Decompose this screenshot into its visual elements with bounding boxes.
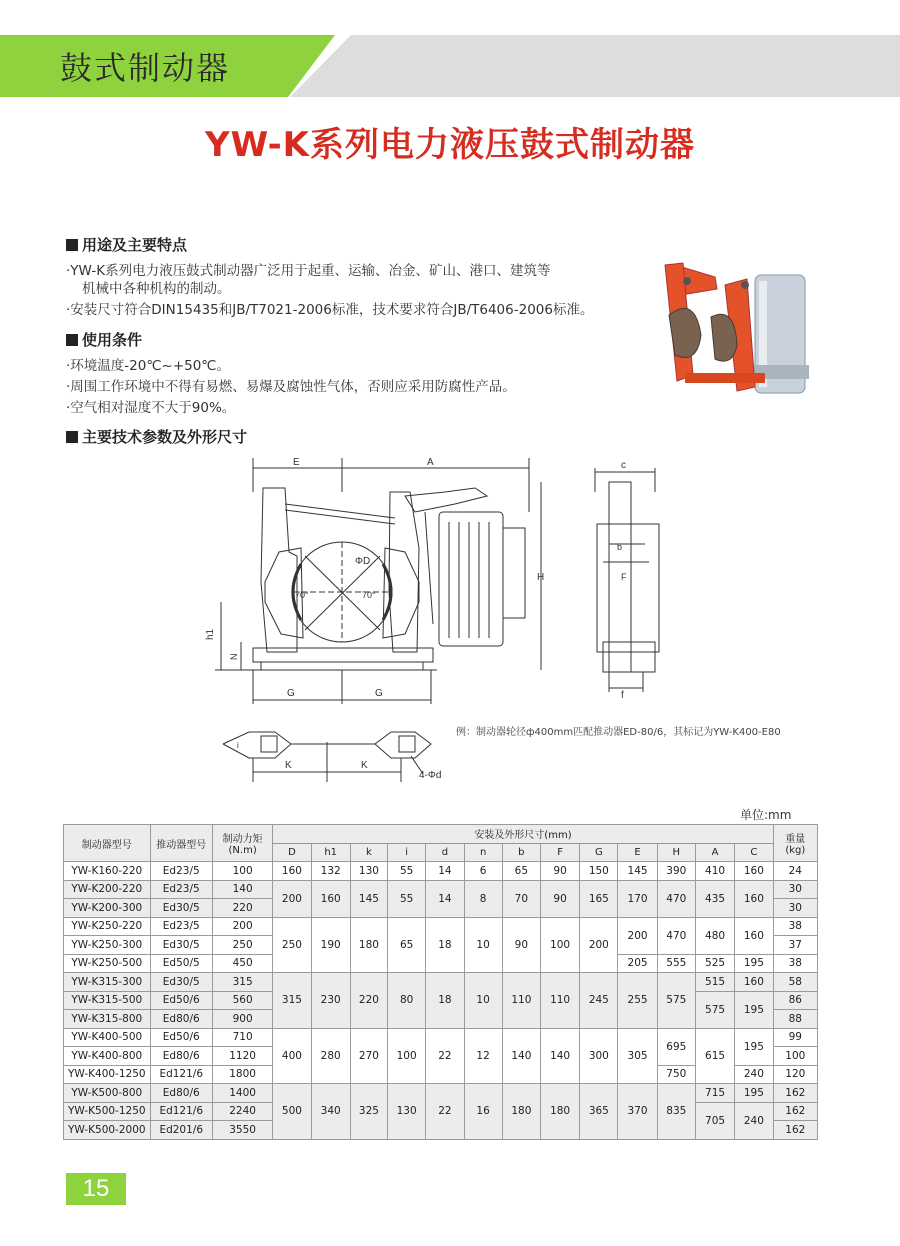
- cell-dim: 180: [540, 1084, 579, 1140]
- cell-weight: 38: [773, 954, 817, 973]
- cell-pusher: Ed80/6: [150, 1010, 212, 1029]
- cell-pusher: Ed121/6: [150, 1102, 212, 1121]
- cell-model: YW-K250-220: [64, 917, 151, 936]
- page-title: YW-K系列电力液压鼓式制动器: [204, 125, 696, 165]
- table-row: [64, 917, 818, 936]
- cell-dim: 240: [735, 1065, 773, 1084]
- cell-dim: 615: [695, 1028, 734, 1084]
- cell-dim: 470: [657, 880, 695, 917]
- cell-model: YW-K250-300: [64, 936, 151, 955]
- cell-torque: 250: [212, 936, 272, 955]
- cell-dim: 195: [735, 1028, 773, 1065]
- cell-weight: 99: [773, 1028, 817, 1047]
- dim-col-header: d: [426, 843, 464, 862]
- cell-weight: 86: [773, 991, 817, 1010]
- cell-model: YW-K500-1250: [64, 1102, 151, 1121]
- cell-dim: 22: [426, 1028, 464, 1084]
- cell-dim: 12: [464, 1028, 502, 1084]
- dim-i-label: i: [237, 741, 239, 750]
- condition-line-3: ·空气相对湿度不大于90%。: [66, 400, 236, 416]
- cell-dim: 715: [695, 1084, 734, 1103]
- unit-label: 单位:mm: [740, 808, 792, 822]
- table-row: [64, 862, 818, 881]
- dim-A-label: A: [427, 457, 434, 468]
- cell-model: YW-K400-500: [64, 1028, 151, 1047]
- weight-label: 重量: [785, 834, 806, 845]
- cell-dim: 400: [273, 1028, 311, 1084]
- cell-dim: 140: [540, 1028, 579, 1084]
- cell-dim: 160: [735, 917, 773, 954]
- table-row: [64, 973, 818, 992]
- torque-unit: (N.m): [228, 845, 257, 856]
- cell-dim: 130: [388, 1084, 426, 1140]
- angle-right-label: 70°: [362, 590, 376, 600]
- cell-dim: 325: [350, 1084, 387, 1140]
- table-row: [64, 1084, 818, 1103]
- cell-dim: 165: [580, 880, 618, 917]
- cell-dim: 140: [502, 1028, 540, 1084]
- cell-weight: 58: [773, 973, 817, 992]
- cell-dim: 80: [388, 973, 426, 1029]
- cell-dim: 705: [695, 1102, 734, 1139]
- cell-dim: 435: [695, 880, 734, 917]
- cell-pusher: Ed121/6: [150, 1065, 212, 1084]
- cell-pusher: Ed50/5: [150, 954, 212, 973]
- cell-model: YW-K500-2000: [64, 1121, 151, 1140]
- cell-dim: 410: [695, 862, 734, 881]
- cell-weight: 24: [773, 862, 817, 881]
- cell-pusher: Ed23/5: [150, 917, 212, 936]
- section-title: 鼓式制动器: [60, 49, 231, 87]
- cell-dim: 200: [618, 917, 657, 954]
- cell-dim: 100: [540, 917, 579, 973]
- cell-dim: 145: [618, 862, 657, 881]
- cell-pusher: Ed23/5: [150, 880, 212, 899]
- cell-torque: 900: [212, 1010, 272, 1029]
- col-pusher-header: 推动器型号: [150, 825, 212, 862]
- cell-dim: 195: [735, 954, 773, 973]
- cell-model: YW-K250-500: [64, 954, 151, 973]
- cell-weight: 162: [773, 1102, 817, 1121]
- dim-col-header: k: [350, 843, 387, 862]
- cell-torque: 3550: [212, 1121, 272, 1140]
- cell-dim: 90: [540, 880, 579, 917]
- cell-dim: 240: [735, 1102, 773, 1139]
- dim-col-header: i: [388, 843, 426, 862]
- features-heading: 用途及主要特点: [66, 234, 187, 255]
- cell-dim: 230: [311, 973, 350, 1029]
- cell-pusher: Ed80/6: [150, 1084, 212, 1103]
- cell-torque: 450: [212, 954, 272, 973]
- cell-dim: 160: [735, 973, 773, 992]
- torque-label: 制动力矩: [222, 834, 263, 845]
- cell-dim: 150: [580, 862, 618, 881]
- cell-dim: 750: [657, 1065, 695, 1084]
- cell-dim: 190: [311, 917, 350, 973]
- cell-dim: 18: [426, 973, 464, 1029]
- cell-dim: 480: [695, 917, 734, 954]
- dim-col-header: H: [657, 843, 695, 862]
- cell-dim: 65: [388, 917, 426, 973]
- cell-torque: 100: [212, 862, 272, 881]
- cell-dim: 160: [311, 880, 350, 917]
- conditions-heading: 使用条件: [66, 329, 142, 350]
- angle-left-label: 70°: [295, 590, 309, 600]
- dim-col-header: C: [735, 843, 773, 862]
- cell-dim: 160: [735, 880, 773, 917]
- cell-dim: 90: [502, 917, 540, 973]
- cell-dim: 90: [540, 862, 579, 881]
- cell-dim: 180: [502, 1084, 540, 1140]
- cell-pusher: Ed50/6: [150, 1028, 212, 1047]
- page-number: 15: [66, 1173, 126, 1205]
- cell-dim: 170: [618, 880, 657, 917]
- cell-dim: 55: [388, 862, 426, 881]
- cell-pusher: Ed30/5: [150, 899, 212, 918]
- cell-dim: 18: [426, 917, 464, 973]
- technical-drawing: [205, 452, 665, 792]
- cell-dim: 250: [273, 917, 311, 973]
- cell-dim: 10: [464, 973, 502, 1029]
- col-weight-header: [773, 825, 817, 862]
- cell-torque: 1120: [212, 1047, 272, 1066]
- cell-dim: 6: [464, 862, 502, 881]
- cell-model: YW-K315-800: [64, 1010, 151, 1029]
- cell-dim: 365: [580, 1084, 618, 1140]
- cell-torque: 200: [212, 917, 272, 936]
- cell-dim: 575: [657, 973, 695, 1029]
- cell-torque: 1800: [212, 1065, 272, 1084]
- col-torque-header: [212, 825, 272, 862]
- dim-col-header: G: [580, 843, 618, 862]
- feature-line-2: 机械中各种机构的制动。: [82, 281, 231, 297]
- cell-weight: 120: [773, 1065, 817, 1084]
- cell-dim: 500: [273, 1084, 311, 1140]
- cell-model: YW-K400-1250: [64, 1065, 151, 1084]
- dim-E-label: E: [293, 457, 300, 468]
- cell-dim: 390: [657, 862, 695, 881]
- cell-model: YW-K160-220: [64, 862, 151, 881]
- table-row: [64, 880, 818, 899]
- cell-dim: 65: [502, 862, 540, 881]
- dim-C-label: c: [621, 460, 626, 471]
- cell-dim: 315: [273, 973, 311, 1029]
- cell-dim: 16: [464, 1084, 502, 1140]
- cell-dim: 370: [618, 1084, 657, 1140]
- dim-K-right-label: K: [361, 760, 368, 771]
- example-note: 例：制动器轮径ф400mm匹配推动器ED-80/6，其标记为YW-K400-E80: [456, 727, 781, 738]
- cell-model: YW-K500-800: [64, 1084, 151, 1103]
- dim-K-left-label: K: [285, 760, 292, 771]
- spec-table: [63, 824, 818, 1140]
- cell-torque: 220: [212, 899, 272, 918]
- cell-weight: 30: [773, 899, 817, 918]
- dim-G-left-label: G: [287, 688, 295, 699]
- feature-line-3: ·安装尺寸符合DIN15435和JB/T7021-2006标准，技术要求符合JB/T6406-2006标准。: [66, 302, 594, 318]
- cell-pusher: Ed30/5: [150, 936, 212, 955]
- cell-pusher: Ed80/6: [150, 1047, 212, 1066]
- cell-dim: 10: [464, 917, 502, 973]
- cell-dim: 555: [657, 954, 695, 973]
- cell-torque: 2240: [212, 1102, 272, 1121]
- cell-dim: 70: [502, 880, 540, 917]
- cell-torque: 1400: [212, 1084, 272, 1103]
- cell-dim: 280: [311, 1028, 350, 1084]
- product-photo: [655, 255, 815, 415]
- cell-weight: 162: [773, 1084, 817, 1103]
- dim-col-header: A: [695, 843, 734, 862]
- cell-dim: 100: [388, 1028, 426, 1084]
- cell-dim: 200: [580, 917, 618, 973]
- cell-weight: 38: [773, 917, 817, 936]
- cell-dim: 205: [618, 954, 657, 973]
- cell-dim: 145: [350, 880, 387, 917]
- dim-D-label: ΦD: [355, 556, 371, 567]
- cell-dim: 270: [350, 1028, 387, 1084]
- dim-h1-label: h1: [205, 628, 216, 640]
- cell-model: YW-K315-300: [64, 973, 151, 992]
- cell-pusher: Ed30/5: [150, 973, 212, 992]
- condition-line-1: ·环境温度-20℃~+50℃。: [66, 358, 230, 374]
- cell-dim: 14: [426, 880, 464, 917]
- cell-torque: 560: [212, 991, 272, 1010]
- cell-dim: 130: [350, 862, 387, 881]
- cell-dim: 220: [350, 973, 387, 1029]
- cell-dim: 110: [502, 973, 540, 1029]
- condition-line-2: ·周围工作环境中不得有易燃、易爆及腐蚀性气体，否则应采用防腐性产品。: [66, 379, 516, 395]
- dim-H-label: H: [537, 572, 545, 583]
- cell-dim: 14: [426, 862, 464, 881]
- dim-col-header: F: [540, 843, 579, 862]
- header-band: [0, 35, 900, 97]
- cell-model: YW-K200-300: [64, 899, 151, 918]
- cell-pusher: Ed23/5: [150, 862, 212, 881]
- cell-torque: 710: [212, 1028, 272, 1047]
- cell-dim: 200: [273, 880, 311, 917]
- dim-col-header: h1: [311, 843, 350, 862]
- dim-F-label: F: [621, 572, 627, 582]
- cell-dim: 305: [618, 1028, 657, 1084]
- dim-col-header: D: [273, 843, 311, 862]
- cell-dim: 835: [657, 1084, 695, 1140]
- cell-model: YW-K200-220: [64, 880, 151, 899]
- cell-dim: 195: [735, 991, 773, 1028]
- cell-weight: 162: [773, 1121, 817, 1140]
- feature-line-1: ·YW-K系列电力液压鼓式制动器广泛用于起重、运输、冶金、矿山、港口、建筑等: [66, 263, 551, 279]
- dim-N-label: N: [229, 653, 239, 660]
- cell-pusher: Ed201/6: [150, 1121, 212, 1140]
- table-row: [64, 1028, 818, 1047]
- cell-weight: 37: [773, 936, 817, 955]
- cell-dim: 22: [426, 1084, 464, 1140]
- cell-dim: 695: [657, 1028, 695, 1065]
- cell-dim: 160: [735, 862, 773, 881]
- col-model-header: 制动器型号: [64, 825, 151, 862]
- weight-unit: (kg): [785, 845, 806, 856]
- params-heading: 主要技术参数及外形尺寸: [66, 426, 247, 447]
- cell-dim: 180: [350, 917, 387, 973]
- cell-dim: 340: [311, 1084, 350, 1140]
- dim-f-label: f: [621, 690, 624, 701]
- cell-torque: 140: [212, 880, 272, 899]
- cell-torque: 315: [212, 973, 272, 992]
- cell-dim: 255: [618, 973, 657, 1029]
- cell-dim: 245: [580, 973, 618, 1029]
- cell-dim: 470: [657, 917, 695, 954]
- cell-model: YW-K400-800: [64, 1047, 151, 1066]
- cell-weight: 88: [773, 1010, 817, 1029]
- hole-label: 4-Φd: [419, 770, 442, 781]
- cell-dim: 55: [388, 880, 426, 917]
- cell-dim: 132: [311, 862, 350, 881]
- dim-b-label: b: [617, 542, 623, 552]
- cell-dim: 515: [695, 973, 734, 992]
- cell-dim: 8: [464, 880, 502, 917]
- cell-dim: 525: [695, 954, 734, 973]
- cell-dim: 110: [540, 973, 579, 1029]
- dim-G-right-label: G: [375, 688, 383, 699]
- cell-dim: 160: [273, 862, 311, 881]
- cell-model: YW-K315-500: [64, 991, 151, 1010]
- cell-pusher: Ed50/6: [150, 991, 212, 1010]
- cell-dim: 195: [735, 1084, 773, 1103]
- dim-col-header: E: [618, 843, 657, 862]
- cell-dim: 300: [580, 1028, 618, 1084]
- col-dims-header: 安装及外形尺寸(mm): [273, 825, 773, 844]
- cell-weight: 100: [773, 1047, 817, 1066]
- cell-dim: 575: [695, 991, 734, 1028]
- cell-weight: 30: [773, 880, 817, 899]
- header-gray-stripe: [290, 35, 900, 97]
- dim-col-header: b: [502, 843, 540, 862]
- dim-col-header: n: [464, 843, 502, 862]
